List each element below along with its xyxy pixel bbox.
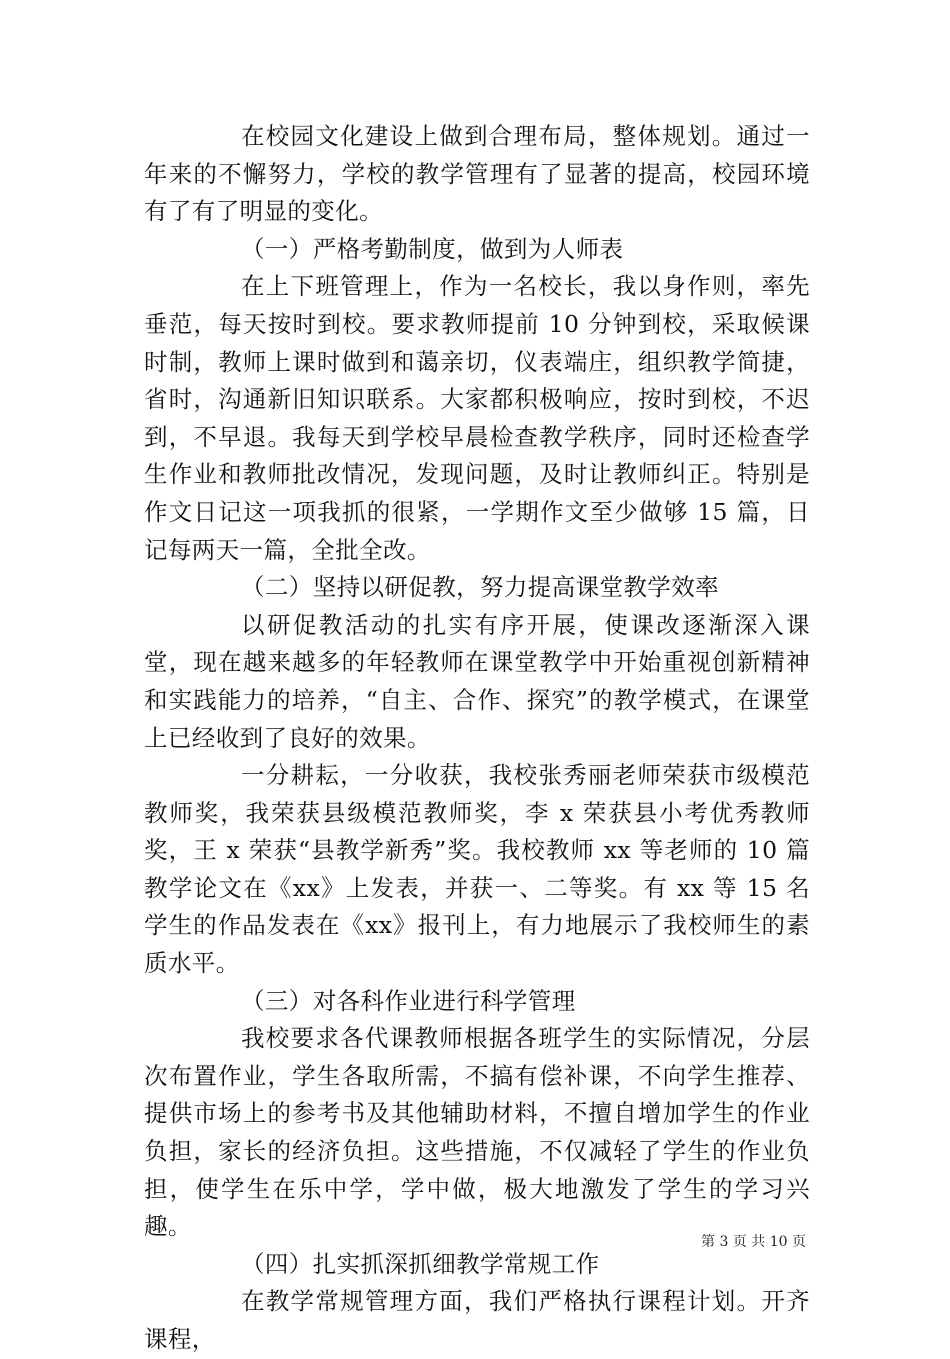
paragraph-campus-culture: 在校园文化建设上做到合理布局，整体规划。通过一年来的不懈努力，学校的教学管理有了显著的提高，校园环境有了有了明显的变化。 bbox=[144, 122, 810, 226]
paragraph-attendance: 在上下班管理上，作为一名校长，我以身作则，率先垂范，每天按时到校。要求教师提前 10 分钟到校，采取候课时制，教师上课时做到和蔼亲切，仪表端庄，组织教学简捷，省时，沟通新旧知识联系。大家都积极响应，按时到校，不迟到，不早退。我每天到学校早晨检查教学秩序，同时还检查学生作业和教师批改情况，发现问题，及时让教师纠正。特别是作文日记这一项我抓的很紧，一学期作文至少做够 15 篇，日记每两天一篇，全批全改。 bbox=[144, 272, 810, 564]
paragraph-research-teaching: 以研促教活动的扎实有序开展，使课改逐渐深入课堂，现在越来越多的年轻教师在课堂教学中开始重视创新精神和实践能力的培养，“自主、合作、探究”的教学模式，在课堂上已经收到了良好的效果。 bbox=[144, 610, 810, 752]
page-number-footer: 第 3 页 共 10 页 bbox=[701, 1234, 806, 1250]
section-heading-1: （一）严格考勤制度，做到为人师表 bbox=[241, 234, 624, 263]
paragraph-awards: 一分耕耘，一分收获，我校张秀丽老师荣获市级模范教师奖，我荣获县级模范教师奖，李 x 荣获县小考优秀教师奖，王 x 荣获“县教学新秀”奖。我校教师 xx 等老师的 10 篇教学论文在《xx》上发表，并获一、二等奖。有 xx 等 15 名学生的作品发表在《xx》报刊上，有力地展示了我校师生的素质水平。 bbox=[144, 761, 810, 978]
paragraph-homework: 我校要求各代课教师根据各班学生的实际情况，分层次布置作业，学生各取所需，不搞有偿补课，不向学生推荐、提供市场上的参考书及其他辅助材料，不擅自增加学生的作业负担，家长的经济负担。这些措施，不仅减轻了学生的作业负担，使学生在乐中学，学中做，极大地激发了学生的学习兴趣。 bbox=[144, 1024, 810, 1241]
section-heading-3: （三）对各科作业进行科学管理 bbox=[241, 986, 576, 1015]
section-heading-4: （四）扎实抓深抓细教学常规工作 bbox=[241, 1249, 600, 1278]
paragraph-routine-management: 在教学常规管理方面，我们严格执行课程计划。开齐课程， bbox=[144, 1287, 810, 1353]
document-body bbox=[144, 118, 810, 1359]
section-heading-2: （二）坚持以研促教，努力提高课堂教学效率 bbox=[241, 573, 719, 602]
